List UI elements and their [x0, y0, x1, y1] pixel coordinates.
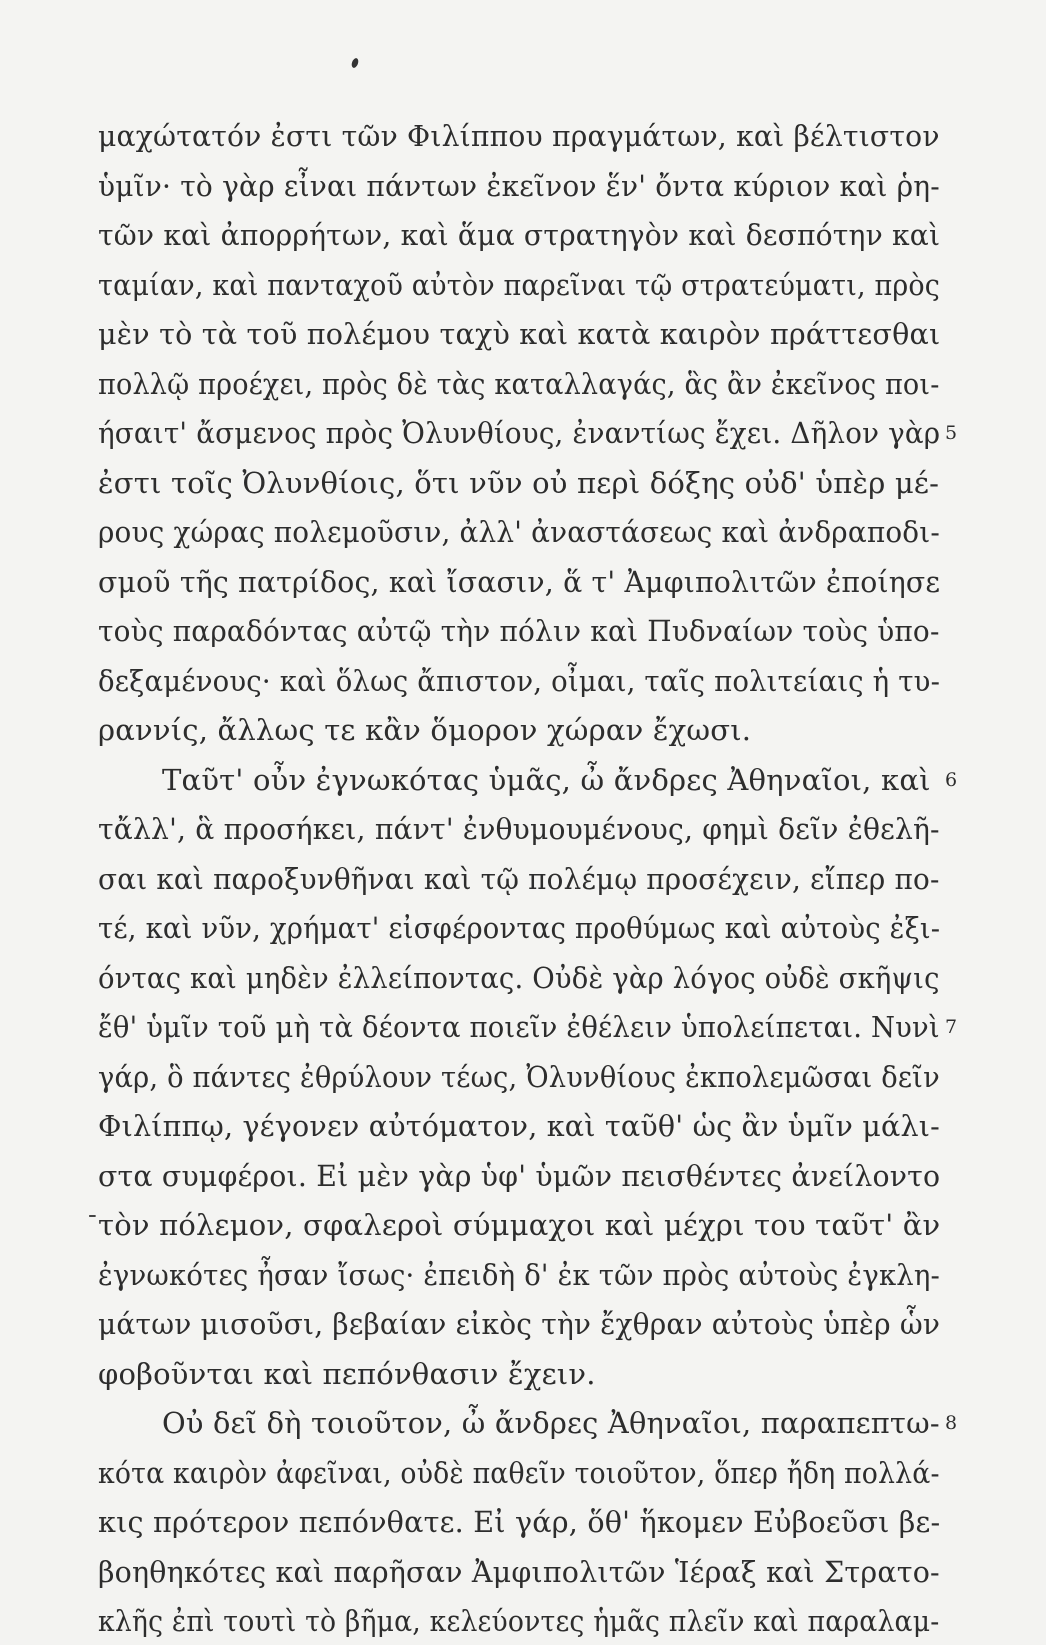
text-line: τοὺς παραδόντας αὐτῷ τὴν πόλιν καὶ Πυδναίων τοὺς ὑπο-	[98, 614, 940, 648]
text-line: γάρ, ὃ πάντες ἐθρύλουν τέως, Ὀλυνθίους ἐκπολεμῶσαι δεῖν	[98, 1059, 940, 1094]
text-line: σμοῦ τῆς πατρίδος, καὶ ἴσασιν, ἅ τ' Ἀμφιπολιτῶν ἐποίησε	[98, 564, 941, 599]
text-line: κις πρότερον πεπόνθατε. Εἰ γάρ, ὅθ' ἥκομεν Εὐβοεῦσι βε-	[98, 1505, 941, 1539]
text-line: κλῆς ἐπὶ τουτὶ τὸ βῆμα, κελεύοντες ἡμᾶς πλεῖν καὶ παραλαμ-	[98, 1604, 940, 1638]
text-line: τὸν πόλεμον, σφαλεροὶ σύμμαχοι καὶ μέχρι του ταῦτ' ἂν	[98, 1208, 941, 1242]
text-line: Οὐ δεῖ δὴ τοιοῦτον, ὦ ἄνδρες Ἀθηναῖοι, παραπεπτω-	[162, 1406, 940, 1440]
text-line: τῶν καὶ ἀπορρήτων, καὶ ἅμα στρατηγὸν καὶ δεσπότην καὶ	[98, 218, 941, 252]
text-line: Ταῦτ' οὖν ἐγνωκότας ὑμᾶς, ὦ ἄνδρες Ἀθηναῖοι, καὶ	[162, 762, 931, 797]
text-line: μὲν τὸ τὰ τοῦ πολέμου ταχὺ καὶ κατὰ καιρὸν πράττεσθαι	[98, 317, 941, 351]
text-line: ραννίς, ἄλλως τε κἂν ὅμορον χώραν ἔχωσι.	[98, 713, 752, 747]
section-number: 7	[945, 1016, 958, 1038]
section-number: 6	[945, 768, 958, 791]
section-number: 5	[945, 422, 958, 444]
text-line: ἐστι τοῖς Ὀλυνθίοις, ὅτι νῦν οὐ περὶ δόξης οὐδ' ὑπὲρ μέ-	[98, 465, 940, 500]
text-line: μαχώτατόν ἐστι τῶν Φιλίππου πραγμάτων, καὶ βέλτιστον	[98, 119, 940, 153]
text-line: όντας καὶ μηδὲν ἐλλείποντας. Οὐδὲ γὰρ λόγος οὐδὲ σκῆψις	[98, 960, 940, 995]
margin-dash: -	[88, 1200, 97, 1230]
text-line: ἔθ' ὑμῖν τοῦ μὴ τὰ δέοντα ποιεῖν ἐθέλειν ὑπολείπεται. Νυνὶ	[98, 1010, 940, 1044]
text-line: πολλῷ προέχει, πρὸς δὲ τὰς καταλλαγάς, ἃς ἂν ἐκεῖνος ποι-	[98, 366, 940, 401]
text-line: ήσαιτ' ἄσμενος πρὸς Ὀλυνθίους, ἐναντίως ἔχει. Δῆλον γὰρ	[98, 416, 941, 450]
text-line: κότα καιρὸν ἀφεῖναι, οὐδὲ παθεῖν τοιοῦτον, ὅπερ ἤδη πολλά-	[98, 1455, 940, 1490]
text-line: στα συμφέροι. Εἰ μὲν γὰρ ὑφ' ὑμῶν πεισθέντες ἀνείλοντο	[98, 1158, 941, 1193]
text-line: ρους χώρας πολεμοῦσιν, ἀλλ' ἀναστάσεως καὶ ἀνδραποδι-	[98, 515, 940, 549]
text-line: βοηθηκότες καὶ παρῆσαν Ἀμφιπολιτῶν Ἱέραξ καὶ Στρατο-	[98, 1554, 940, 1589]
text-line: φοβοῦνται καὶ πεπόνθασιν ἔχειν.	[98, 1356, 596, 1391]
text-line: σαι καὶ παροξυνθῆναι καὶ τῷ πολέμῳ προσέχειν, εἴπερ πο-	[98, 861, 940, 896]
text-line: ὑμῖν· τὸ γὰρ εἶναι πάντων ἐκεῖνον ἕν' ὄντα κύριον καὶ ῥη-	[98, 168, 940, 203]
text-line: ταμίαν, καὶ πανταχοῦ αὐτὸν παρεῖναι τῷ στρατεύματι, πρὸς	[98, 267, 941, 302]
text-line: ἐγνωκότες ἦσαν ἴσως· ἐπειδὴ δ' ἐκ τῶν πρὸς αὐτοὺς ἐγκλη-	[98, 1257, 941, 1292]
text-line: τἄλλ', ἃ προσήκει, πάντ' ἐνθυμουμένους, φημὶ δεῖν ἐθελῆ-	[98, 812, 940, 846]
section-number: 8	[945, 1412, 958, 1434]
text-line: τέ, καὶ νῦν, χρήματ' εἰσφέροντας προθύμως καὶ αὐτοὺς ἐξι-	[98, 911, 941, 945]
text-line: Φιλίππῳ, γέγονεν αὐτόματον, καὶ ταῦθ' ὡς ἂν ὑμῖν μάλι-	[98, 1109, 940, 1143]
ink-mark	[350, 57, 359, 68]
text-line: δεξαμένους· καὶ ὅλως ἄπιστον, οἶμαι, ταῖς πολιτείαις ἡ τυ-	[98, 663, 941, 698]
text-line: μάτων μισοῦσι, βεβαίαν εἰκὸς τὴν ἔχθραν αὐτοὺς ὑπὲρ ὧν	[98, 1307, 941, 1341]
